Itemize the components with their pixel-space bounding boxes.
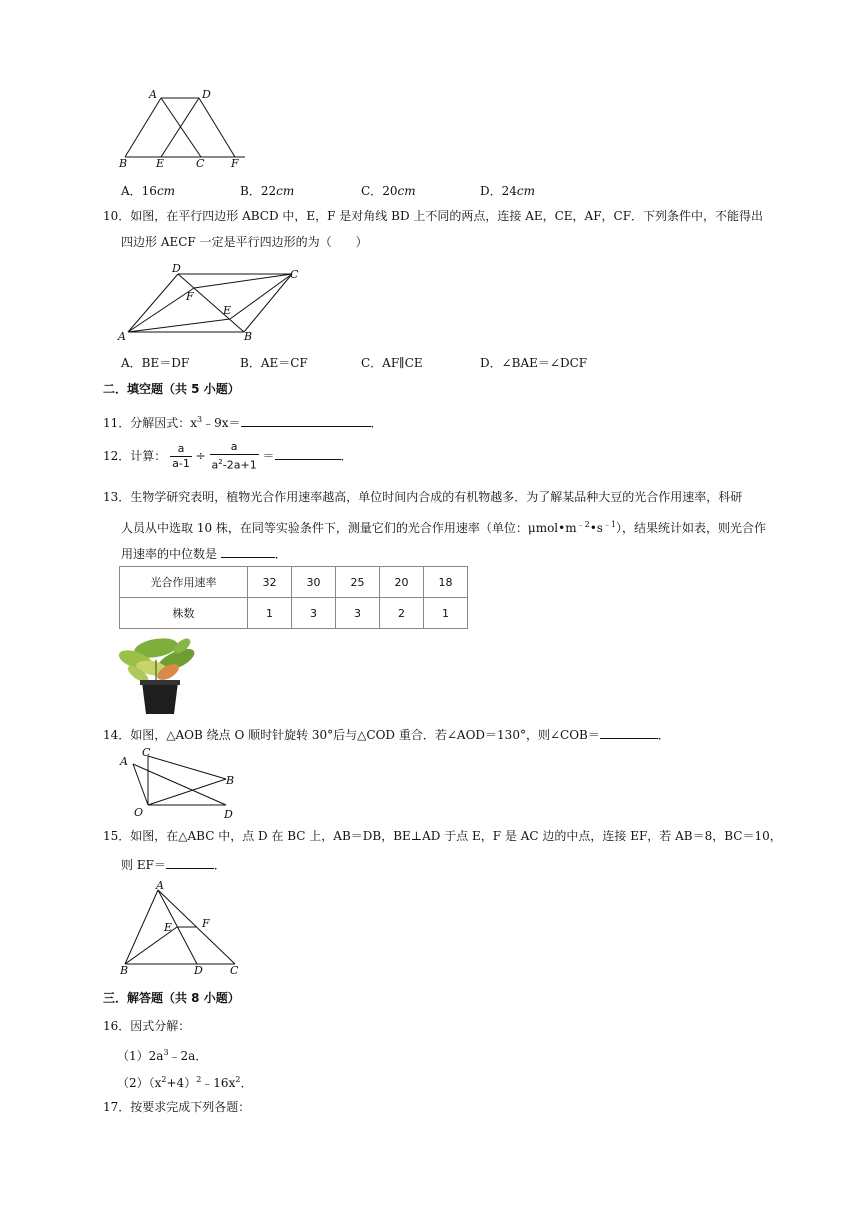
q10-line2: 四边形 AECF 一定是平行四边形的为（ ） (121, 235, 368, 249)
q9-option-a: A．16cm (121, 184, 176, 198)
q15-answer-blank[interactable] (166, 856, 214, 869)
q10-option-b: B．AE＝CF (240, 356, 308, 370)
q11-answer-blank[interactable] (241, 414, 371, 427)
q10-option-d: D．∠BAE＝∠DCF (480, 356, 588, 370)
q15-line2: 则 EF＝ ． (121, 858, 226, 872)
q9-option-c: C．20cm (361, 184, 416, 198)
figure-q15 (112, 876, 252, 976)
fig9-label-f: F (231, 157, 239, 170)
table-cell: 1 (248, 598, 292, 629)
fig14-label-a: A (120, 755, 128, 768)
fig15-label-b: B (120, 964, 129, 976)
q13-line2: 人员从中选取 10 株，在同等实验条件下，测量它们的光合作用速率（单位：$\mu mol•m^{﹣2}•s^{﹣1}$），结果统计如表，则光合作 (121, 520, 767, 535)
fig10-label-b: B (244, 330, 253, 343)
q13-line1: 13．生物学研究表明，植物光合作用速率越高，单位时间内合成的有机物越多．为了解某品种大豆的光合作用速率，科研 (103, 490, 743, 504)
q13-table (119, 566, 468, 629)
table-row (120, 598, 468, 629)
q12-fraction-2: $\frac{a}{a^2-2a+1}$ (211, 440, 257, 472)
figure-q10 (112, 262, 312, 346)
table-cell: 32 (248, 567, 292, 598)
q16-part1: $(1)2a^3﹣2a$． (117, 1048, 208, 1063)
plant-image (116, 630, 200, 716)
q12-fraction-1: $\frac{a}{a-1}$ (172, 441, 190, 470)
table-cell: 2 (380, 598, 424, 629)
table-header-rate: 光合作用速率 (120, 567, 248, 598)
q14: 14．如图，△AOB 绕点 O 顺时针旋转 30°后与△COD 重合．若∠AOD＝130°，则∠COB＝ ． (103, 728, 670, 742)
fig9-label-d: D (202, 88, 211, 101)
fig15-label-c: C (230, 964, 239, 976)
fig10-label-d: D (172, 262, 181, 275)
section-solve: 三．解答题（共 8 小题） (103, 991, 240, 1005)
q10-option-c: C．AF∥CE (361, 356, 423, 370)
q9-option-b: B．22cm (240, 184, 295, 198)
q14-answer-blank[interactable] (600, 726, 658, 739)
q16-title: 16．因式分解： (103, 1019, 191, 1033)
fig9-label-e: E (156, 157, 165, 170)
fig15-label-f: F (202, 917, 210, 930)
fig15-label-d: D (194, 964, 203, 976)
table-cell: 30 (292, 567, 336, 598)
figure-q14 (112, 744, 242, 822)
figure-q9 (112, 86, 252, 170)
table-row (120, 567, 468, 598)
table-cell: 3 (336, 598, 380, 629)
table-cell: 1 (424, 598, 468, 629)
fig9-label-b: B (119, 157, 128, 170)
table-cell: 18 (424, 567, 468, 598)
q13-answer-blank[interactable] (221, 545, 275, 558)
fig10-label-f: F (186, 290, 194, 303)
fig14-label-b: B (226, 774, 235, 787)
fig15-label-a: A (156, 879, 164, 892)
q10-option-a: A．BE＝DF (121, 356, 190, 370)
fig9-label-c: C (196, 157, 205, 170)
fig10-label-c: C (290, 268, 299, 281)
fig10-label-e: E (223, 304, 232, 317)
section-fill-in: 二．填空题（共 5 小题） (103, 382, 240, 396)
table-cell: 20 (380, 567, 424, 598)
fig14-label-o: O (134, 806, 144, 819)
q10-line1: 10．如图，在平行四边形 ABCD 中，E，F 是对角线 BD 上不同的两点，连接 AE，CE，AF，CF．下列条件中，不能得出 (103, 209, 764, 223)
fig14-label-d: D (224, 808, 233, 821)
q16-part2: $(2)(x^2+4)^2﹣16x^2$． (117, 1075, 253, 1090)
fig15-label-e: E (164, 921, 173, 934)
table-header-count: 株数 (120, 598, 248, 629)
q12: 12．计算： $\frac{a}{a-1}$ ÷ $\frac{a}{a^2-2a+1}$ ＝ ． (103, 440, 353, 472)
table-cell: 25 (336, 567, 380, 598)
fig10-label-a: A (118, 330, 126, 343)
q11: 11．分解因式：$x^3﹣9x=$ ． (103, 415, 383, 430)
table-cell: 3 (292, 598, 336, 629)
fig14-label-c: C (142, 746, 151, 759)
q13-line3: 用速率的中位数是 ． (121, 547, 287, 561)
q9-option-d: D．24cm (480, 184, 536, 198)
q15-line1: 15．如图，在△ABC 中，点 D 在 BC 上，AB＝DB，BE⊥AD 于点 E，F 是 AC 边的中点，连接 EF，若 AB＝8，BC＝10， (103, 829, 782, 843)
q17-title: 17．按要求完成下列各题： (103, 1100, 251, 1114)
q12-answer-blank[interactable] (275, 447, 341, 460)
fig9-label-a: A (149, 88, 157, 101)
